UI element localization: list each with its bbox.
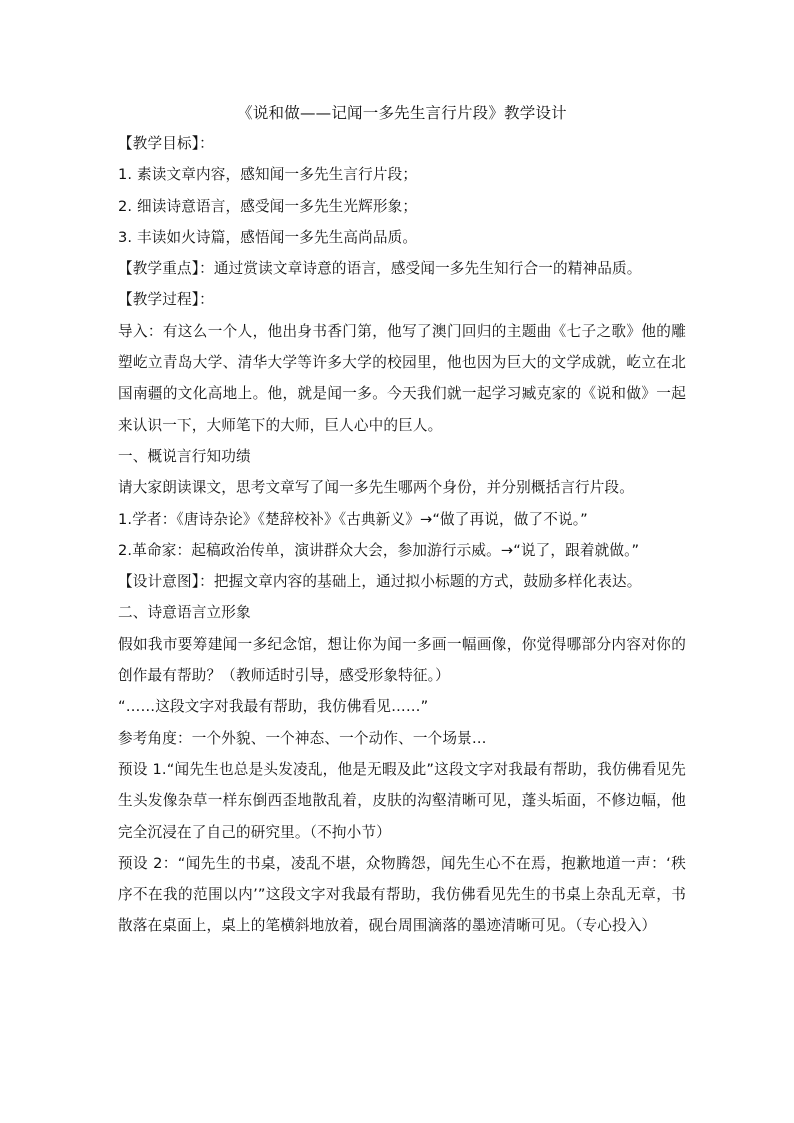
revolutionary-item: 2.革命家：起稿政治传单，演讲群众大会，参加游行示威。→“说了，跟着就做。” — [118, 541, 640, 559]
section-one-heading: 一、概说言行知功绩 — [118, 447, 251, 465]
goal-item-3: 3. 丰读如火诗篇，感悟闻一多先生高尚品质。 — [118, 228, 418, 246]
section-two-heading: 二、诗意语言立形象 — [118, 604, 251, 622]
teaching-process-heading: 【教学过程】： — [118, 291, 214, 309]
preset-two: 预设 2：“闻先生的书桌，凌乱不堪，众物腾怨，闻先生心不在焉，抱歉地道一声：‘秩序不在我的范围以内’”这段文字对我最有帮助，我仿佛看见先生的书桌上杂乱无章，书散落在桌面上，桌上的笔横斜地放着，砚台周围滴落的墨迹清晰可见。（专心投入） — [118, 854, 686, 935]
document-title: 《说和做——记闻一多先生言行片段》教学设计 — [237, 104, 567, 122]
teaching-goals-heading: 【教学目标】： — [118, 135, 214, 152]
goal-item-2: 2. 细读诗意语言，感受闻一多先生光辉形象； — [118, 197, 418, 215]
preset-one: 预设 1.“闻先生也总是头发凌乱，他是无暇及此”这段文字对我最有帮助，我仿佛看见先生头发像杂草一样东倒西歪地散乱着，皮肤的沟壑清晰可见，蓬头垢面，不修边幅，他完全沉浸在了自己的研究里。（不拘小节） — [118, 760, 686, 841]
section-two-task: 假如我市要筹建闻一多纪念馆，想让你为闻一多画一幅画像，你觉得哪部分内容对你的创作最有帮助？（教师适时引导，感受形象特征。） — [118, 635, 686, 685]
teaching-focus: 【教学重点】：通过赏读文章诗意的语言，感受闻一多先生知行合一的精神品质。 — [118, 260, 642, 278]
reference-angles: 参考角度：一个外貌、一个神态、一个动作、一个场景… — [118, 729, 487, 747]
introduction-paragraph: 导入：有这么一个人，他出身书香门第，他写了澳门回归的主题曲《七子之歌》他的雕塑屹立青岛大学、清华大学等许多大学的校园里，他也因为巨大的文学成就，屹立在北国南疆的文化高地上。他，就是闻一多。今天我们就一起学习臧克家的《说和做》一起来认识一下，大师笔下的大师，巨人心中的巨人。 — [118, 322, 686, 434]
scholar-item: 1.学者：《唐诗杂论》《楚辞校补》《古典新义》→“做了再说，做了不说。” — [118, 510, 588, 528]
design-intent: 【设计意图】：把握文章内容的基础上，通过拟小标题的方式，鼓励多样化表达。 — [118, 573, 642, 591]
goal-item-1: 1. 素读文章内容，感知闻一多先生言行片段； — [118, 166, 418, 184]
sentence-template: “……这段文字对我最有帮助，我仿佛看见……” — [118, 698, 429, 716]
section-one-task: 请大家朗读课文，思考文章写了闻一多先生哪两个身份，并分别概括言行片段。 — [118, 479, 635, 497]
document-page — [118, 101, 686, 942]
